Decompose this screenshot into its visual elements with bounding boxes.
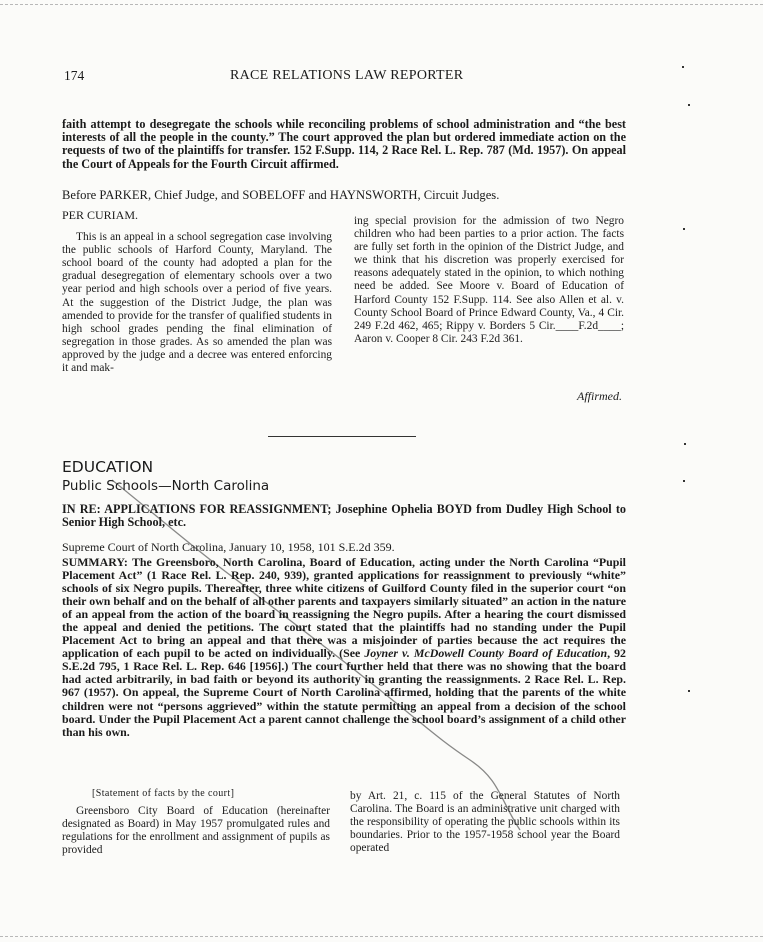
scan-speck [683,480,685,482]
scan-speck [684,443,686,445]
scan-speck [688,690,690,692]
page-edge-top [0,4,763,5]
opinion-right-column [354,215,624,346]
judges-line: Before PARKER, Chief Judge, and SOBELOFF and HAYNSWORTH, Circuit Judges. [62,188,500,202]
opinion-paragraph: This is an appeal in a school segregation case involving the public schools of Harford County, Maryland. The school board of the county had adopted a plan for the gradual desegregation of elementary schools over a two year period and high schools over a period of five years. At the suggestion of the District Judge, the plan was amended to provide for the transfer of qualified students in high school grades pending the final elimination of segregation in those grades. As so amended the plan was approved by the judge and a decree was entered enforcing it and mak- [62,231,332,375]
page-edge-bottom [0,936,763,937]
per-curiam-label: PER CURIAM. [62,208,139,222]
statement-paragraph-continued: by Art. 21, c. 115 of the General Statutes of North Carolina. The Board is an administrative unit charged with the responsibility of operating the public schools within its boundaries. Prior to the 1957-1958 school year the Board operated [350,790,620,855]
statement-paragraph: Greensboro City Board of Education (hereinafter designated as Board) in May 1957 promulgated rules and regulations for the enrollment and assignment of pupils as provided [62,805,330,857]
case-summary [62,556,626,739]
summary-case-name: Joyner v. McDowell County Board of Education [364,646,608,661]
running-head: RACE RELATIONS LAW REPORTER [230,68,464,83]
summary-label: SUMMARY: [62,555,128,569]
opinion-paragraph-continued: ing special provision for the admission of two Negro children who had been parties to a prior action. The facts are fully set forth in the opinion of the District Judge, and we think that his discretion was properly exercised for reasons adequately stated in the opinion, to which nothing need be added. See Moore v. Board of Education of Harford County 152 F.Supp. 114. See also Allen et al. v. County School Board of Prince Edward County, Va., 4 Cir. 249 F.2d 462, 465; Rippy v. Borders 5 Cir.____F.2d____; Aaron v. Cooper 8 Cir. 243 F.2d 361. [354,215,624,345]
case-citation: Supreme Court of North Carolina, January 10, 1958, 101 S.E.2d 359. [62,540,395,554]
statement-left-column [62,805,330,857]
statement-heading: [Statement of facts by the court] [92,788,235,799]
statement-right-column [350,790,620,855]
scan-speck [682,66,684,68]
scan-speck [688,104,690,106]
headnote: faith attempt to desegregate the schools while reconciling problems of school administration and “the best interests of all the people in the county.” The court approved the plan but ordered immediate action on the requests of two of the plaintiffs for transfer. 152 F.Supp. 114, 2 Race Rel. L. Rep. 787 (Md. 1957). On appeal the Court of Appeals for the Fourth Circuit affirmed. [62,117,626,171]
section-title: EDUCATION [62,458,154,476]
case-title: IN RE: APPLICATIONS FOR REASSIGNMENT; Josephine Ophelia BOYD from Dudley High School to Senior High School, etc. [62,502,626,530]
scan-speck [683,228,685,230]
summary-text: The Greensboro, North Carolina, Board of Education, acting under the North Carolina “Pupil Placement Act” (1 Race Rel. L. Rep. 240, 939), granted applications for reassignment to previously “white” schools of six Negro pupils. Thereafter, three white citizens of Guilford County filed in the superior court “on their own behalf and on the behalf of all other parents and taxpayers similarly situated” an action in the nature of an appeal from the action of the board in reassigning the Negro pupils. After a hearing the court dismissed the appeal and denied the petitions. The court stated that the plaintiffs had no standing under the Pupil Placement Act to bring an appeal and that there was a misjoinder of parties because the act requires the application of each pupil to be acted on individually. (See [62,555,626,661]
disposition: Affirmed. [577,389,622,403]
opinion-left-column [62,209,332,375]
page-number: 174 [64,68,85,83]
section-divider [268,436,416,437]
summary-text-continued: , 92 S.E.2d 795, 1 Race Rel. L. Rep. 646 [1956].) The court further held that there was no showing that the board had acted arbitrarily, in bad faith or beyond its authority in granting the reassignments. 2 Race Rel. L. Rep. 967 (1957). On appeal, the Supreme Court of North Carolina affirmed, holding that the parents of the white children were not “persons aggrieved” within the statute permitting an appeal from a decision of the school board. Under the Pupil Placement Act a parent cannot challenge the school board’s assignment of a child other than his own. [62,646,626,739]
section-subtitle: Public Schools—North Carolina [62,478,270,494]
